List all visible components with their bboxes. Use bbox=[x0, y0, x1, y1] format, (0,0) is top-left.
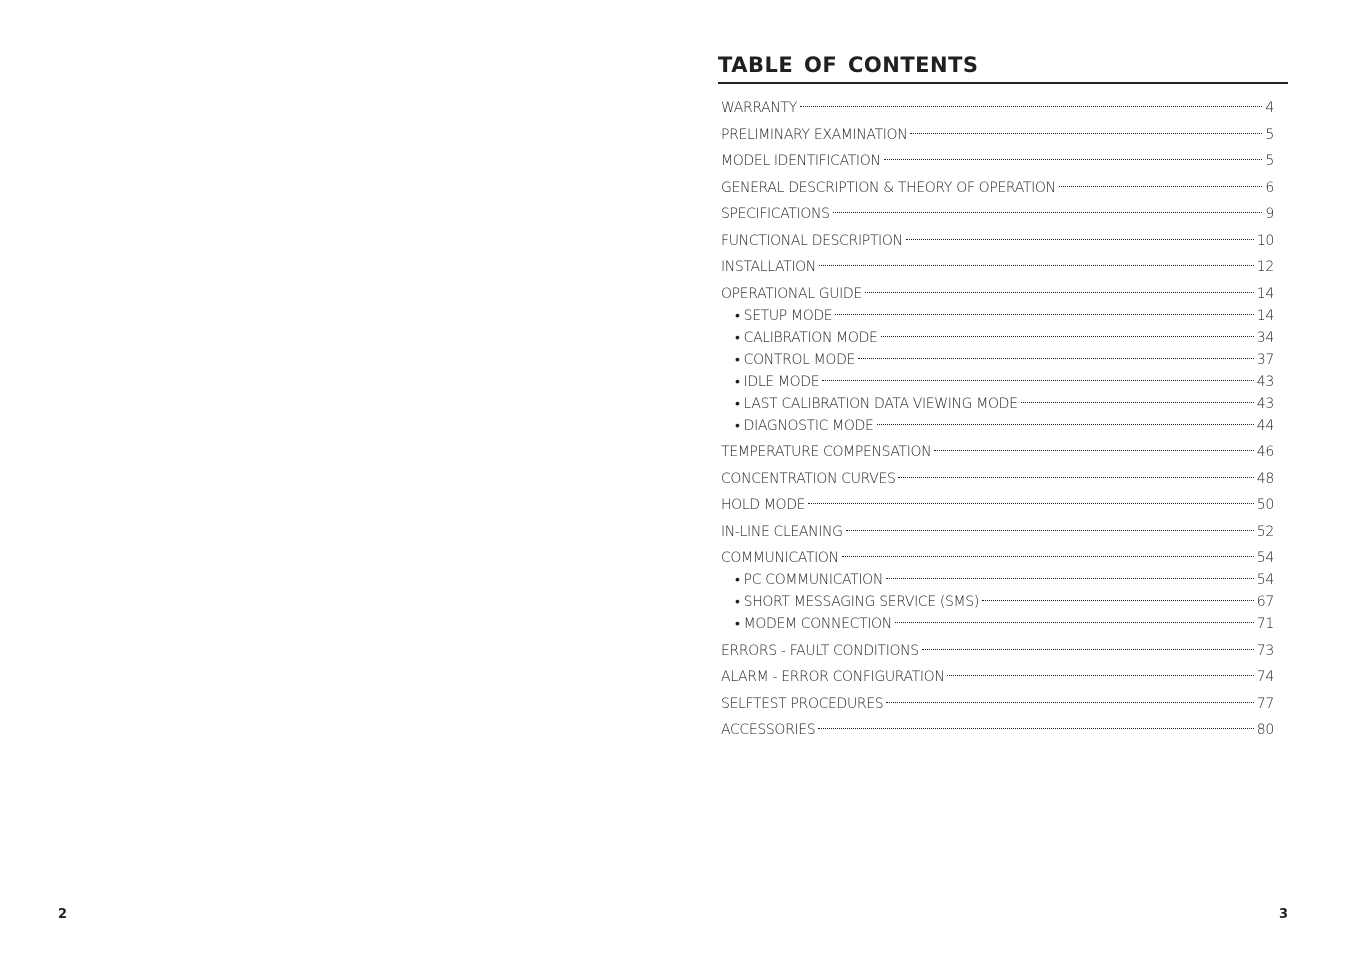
toc-entry-page-number: 71 bbox=[1256, 616, 1274, 632]
toc-entry-page-number: 4 bbox=[1265, 100, 1274, 116]
toc-entry-page-number: 52 bbox=[1256, 523, 1274, 540]
toc-entry-title: • DIAGNOSTIC MODE bbox=[735, 417, 874, 434]
toc-entry-page-number: 43 bbox=[1256, 373, 1274, 390]
toc-entry[interactable] bbox=[721, 170, 1274, 196]
toc-entry[interactable] bbox=[721, 434, 1274, 460]
toc-entry-title: OPERATIONAL GUIDE bbox=[721, 285, 862, 302]
toc-entry-title: • CONTROL MODE bbox=[735, 351, 855, 368]
toc-entry-title: FUNCTIONAL DESCRIPTION bbox=[721, 232, 903, 249]
toc-entry-page-number: 50 bbox=[1256, 497, 1274, 513]
toc-entry-title: • CALIBRATION MODE bbox=[735, 329, 878, 346]
toc-entry[interactable] bbox=[721, 461, 1274, 487]
toc-entry-page-number: 6 bbox=[1265, 179, 1274, 196]
toc-entry[interactable] bbox=[721, 223, 1274, 249]
toc-list bbox=[721, 90, 1274, 738]
toc-entry-title: TEMPERATURE COMPENSATION bbox=[721, 444, 932, 460]
toc-entry-page-number: 43 bbox=[1256, 395, 1274, 412]
toc-entry-title: ERRORS - FAULT CONDITIONS bbox=[721, 642, 919, 659]
toc-entry[interactable] bbox=[721, 90, 1274, 116]
toc-dot-leader bbox=[1059, 170, 1263, 192]
toc-entry-title: INSTALLATION bbox=[721, 259, 816, 275]
toc-entry[interactable] bbox=[721, 540, 1274, 566]
toc-entry-page-number: 73 bbox=[1256, 642, 1274, 659]
toc-entry-page-number: 46 bbox=[1256, 444, 1274, 460]
toc-dot-leader bbox=[800, 90, 1262, 112]
toc-dot-leader bbox=[846, 514, 1254, 536]
toc-heading-rule bbox=[718, 82, 1288, 84]
toc-dot-leader bbox=[819, 249, 1254, 271]
toc-entry-page-number: 14 bbox=[1256, 285, 1274, 302]
left-page bbox=[0, 0, 675, 954]
toc-entry-page-number: 5 bbox=[1265, 153, 1274, 169]
toc-entry-title: SELFTEST PROCEDURES bbox=[721, 695, 884, 712]
toc-entry-title: • MODEM CONNECTION bbox=[735, 616, 892, 632]
toc-entry-page-number: 67 bbox=[1256, 594, 1274, 610]
toc-entry-title: ALARM - ERROR CONFIGURATION bbox=[721, 669, 945, 685]
toc-entry-page-number: 12 bbox=[1256, 259, 1274, 275]
toc-heading: TABLE OF CONTENTS bbox=[718, 53, 979, 77]
toc-entry[interactable] bbox=[721, 659, 1274, 685]
toc-entry-page-number: 10 bbox=[1256, 232, 1274, 249]
toc-entry[interactable] bbox=[721, 143, 1274, 169]
toc-dot-leader bbox=[934, 434, 1253, 456]
toc-entry-title: • IDLE MODE bbox=[735, 373, 820, 390]
toc-entry[interactable] bbox=[721, 249, 1274, 275]
toc-dot-leader bbox=[865, 276, 1254, 298]
toc-entry-title: • SETUP MODE bbox=[735, 307, 833, 324]
toc-entry-title: WARRANTY bbox=[721, 100, 797, 116]
toc-dot-leader bbox=[947, 659, 1253, 681]
toc-entry-page-number: 9 bbox=[1265, 206, 1274, 222]
toc-entry-page-number: 74 bbox=[1256, 669, 1274, 685]
toc-entry-title: PRELIMINARY EXAMINATION bbox=[721, 126, 908, 143]
toc-entry-title: IN-LINE CLEANING bbox=[721, 523, 843, 540]
toc-dot-leader bbox=[982, 584, 1254, 606]
toc-dot-leader bbox=[858, 342, 1254, 364]
toc-dot-leader bbox=[842, 540, 1254, 562]
toc-entry-title: • PC COMMUNICATION bbox=[735, 572, 883, 588]
toc-dot-leader bbox=[910, 117, 1262, 139]
toc-entry-page-number: 54 bbox=[1256, 550, 1274, 566]
toc-entry[interactable] bbox=[721, 514, 1274, 540]
toc-dot-leader bbox=[818, 712, 1254, 734]
toc-dot-leader bbox=[886, 562, 1254, 584]
toc-entry[interactable] bbox=[721, 686, 1274, 712]
toc-dot-leader bbox=[877, 408, 1254, 430]
toc-entry-page-number: 77 bbox=[1256, 695, 1274, 712]
toc-dot-leader bbox=[881, 320, 1254, 342]
right-page-number: 3 bbox=[1279, 907, 1289, 922]
toc-entry-title: CONCENTRATION CURVES bbox=[721, 470, 896, 487]
toc-entry-title: COMMUNICATION bbox=[721, 550, 839, 566]
toc-entry-title: ACCESSORIES bbox=[721, 722, 816, 738]
toc-dot-leader bbox=[808, 487, 1254, 509]
toc-dot-leader bbox=[1021, 386, 1254, 408]
left-page-number: 2 bbox=[58, 907, 68, 922]
toc-entry-title: GENERAL DESCRIPTION & THEORY OF OPERATION bbox=[721, 179, 1056, 196]
toc-entry-page-number: 5 bbox=[1265, 126, 1274, 143]
toc-entry-page-number: 34 bbox=[1256, 329, 1274, 346]
toc-dot-leader bbox=[906, 223, 1254, 245]
toc-entry-page-number: 44 bbox=[1256, 417, 1274, 434]
toc-dot-leader bbox=[922, 633, 1254, 655]
right-page bbox=[675, 0, 1351, 954]
toc-entry[interactable] bbox=[721, 633, 1274, 659]
toc-entry-title: • SHORT MESSAGING SERVICE (SMS) bbox=[735, 594, 979, 610]
toc-entry-page-number: 54 bbox=[1256, 572, 1274, 588]
toc-dot-leader bbox=[835, 298, 1253, 320]
toc-entry[interactable] bbox=[721, 196, 1274, 222]
toc-entry-title: MODEL IDENTIFICATION bbox=[721, 153, 881, 169]
toc-entry-page-number: 37 bbox=[1256, 351, 1274, 368]
toc-dot-leader bbox=[884, 143, 1263, 165]
toc-entry-page-number: 48 bbox=[1256, 470, 1274, 487]
toc-entry[interactable] bbox=[721, 276, 1274, 302]
toc-entry[interactable] bbox=[721, 487, 1274, 513]
toc-entry-page-number: 14 bbox=[1256, 307, 1274, 324]
toc-entry-page-number: 80 bbox=[1256, 722, 1274, 738]
toc-dot-leader bbox=[898, 461, 1253, 483]
toc-dot-leader bbox=[833, 196, 1263, 218]
toc-dot-leader bbox=[822, 364, 1254, 386]
toc-dot-leader bbox=[895, 606, 1254, 628]
toc-entry[interactable] bbox=[721, 712, 1274, 738]
toc-entry-title: HOLD MODE bbox=[721, 497, 806, 513]
toc-entry[interactable] bbox=[721, 117, 1274, 143]
toc-dot-leader bbox=[886, 686, 1254, 708]
toc-entry-title: • LAST CALIBRATION DATA VIEWING MODE bbox=[735, 395, 1018, 412]
toc-entry-title: SPECIFICATIONS bbox=[721, 206, 830, 222]
